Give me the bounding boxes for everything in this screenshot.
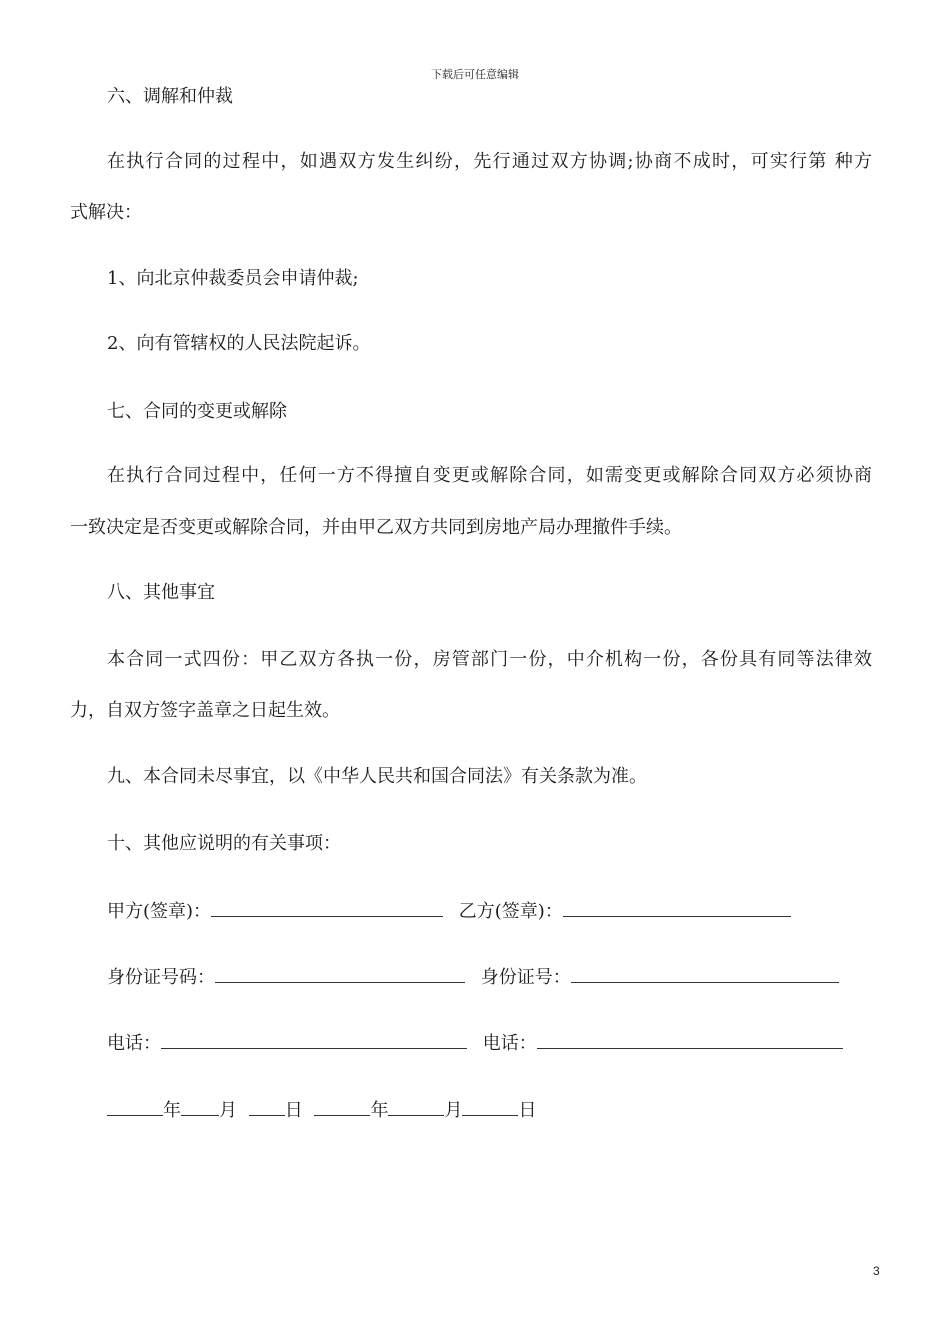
section-6-title: 六、调解和仲裁 — [107, 86, 233, 107]
section-8-title: 八、其他事宜 — [107, 582, 215, 603]
date-a-month-blank[interactable] — [181, 1097, 219, 1116]
section-6-option-1: 1、向北京仲裁委员会申请仲裁; — [107, 268, 359, 289]
date-b-month-blank[interactable] — [388, 1097, 444, 1116]
date-b-day-blank[interactable] — [462, 1097, 518, 1116]
section-10-title: 十、其他应说明的有关事项： — [107, 833, 341, 854]
page-number: 3 — [873, 1264, 880, 1278]
id-b-label: 身份证号： — [480, 967, 571, 988]
date-a-day-label: 日 — [284, 1100, 303, 1121]
id-a-blank[interactable] — [215, 964, 465, 983]
section-6-body-line-1: 在执行合同的过程中，如遇双方发生纠纷，先行通过双方协调;协商不成时，可实行第 种方 — [107, 151, 872, 172]
date-b-month-label: 月 — [444, 1100, 463, 1121]
header-note: 下载后可任意编辑 — [431, 68, 519, 81]
phone-row — [107, 1030, 843, 1056]
party-a-label: 甲方(签章)： — [107, 901, 212, 922]
id-b-blank[interactable] — [571, 964, 839, 983]
party-b-label: 乙方(签章)： — [458, 901, 563, 922]
section-7-body-line-1: 在执行合同过程中，任何一方不得擅自变更或解除合同，如需变更或解除合同双方必须协商 — [107, 465, 872, 486]
section-7-body-line-2: 一致决定是否变更或解除合同，并由甲乙双方共同到房地产局办理撤件手续。 — [70, 517, 682, 538]
party-b-signature-blank[interactable] — [563, 898, 791, 917]
phone-b-label: 电话： — [482, 1033, 537, 1054]
phone-a-label: 电话： — [107, 1033, 161, 1054]
date-a-year-blank[interactable] — [107, 1097, 163, 1116]
date-a-month-label: 月 — [219, 1100, 237, 1121]
date-a-day-blank[interactable] — [249, 1097, 285, 1116]
section-8-body-line-1: 本合同一式四份：甲乙双方各执一份，房管部门一份，中介机构一份，各份具有同等法律效 — [107, 649, 872, 670]
date-b-day-label: 日 — [518, 1100, 537, 1121]
section-9-text: 九、本合同未尽事宜，以《中华人民共和国合同法》有关条款为准。 — [107, 766, 647, 787]
date-b-year-label: 年 — [370, 1100, 389, 1121]
party-a-signature-blank[interactable] — [211, 898, 443, 917]
phone-a-blank[interactable] — [161, 1030, 467, 1049]
id-a-label: 身份证号码： — [107, 967, 215, 988]
section-7-title: 七、合同的变更或解除 — [107, 401, 287, 422]
date-a-year-label: 年 — [163, 1100, 181, 1121]
section-6-option-2: 2、向有管辖权的人民法院起诉。 — [107, 333, 371, 354]
date-row — [107, 1097, 536, 1123]
id-number-row — [107, 964, 839, 990]
phone-b-blank[interactable] — [537, 1030, 843, 1049]
section-8-body-line-2: 力，自双方签字盖章之日起生效。 — [70, 700, 340, 721]
party-a-signature-row — [107, 898, 791, 924]
date-b-year-blank[interactable] — [314, 1097, 370, 1116]
section-6-body-line-2: 式解决： — [70, 202, 142, 223]
